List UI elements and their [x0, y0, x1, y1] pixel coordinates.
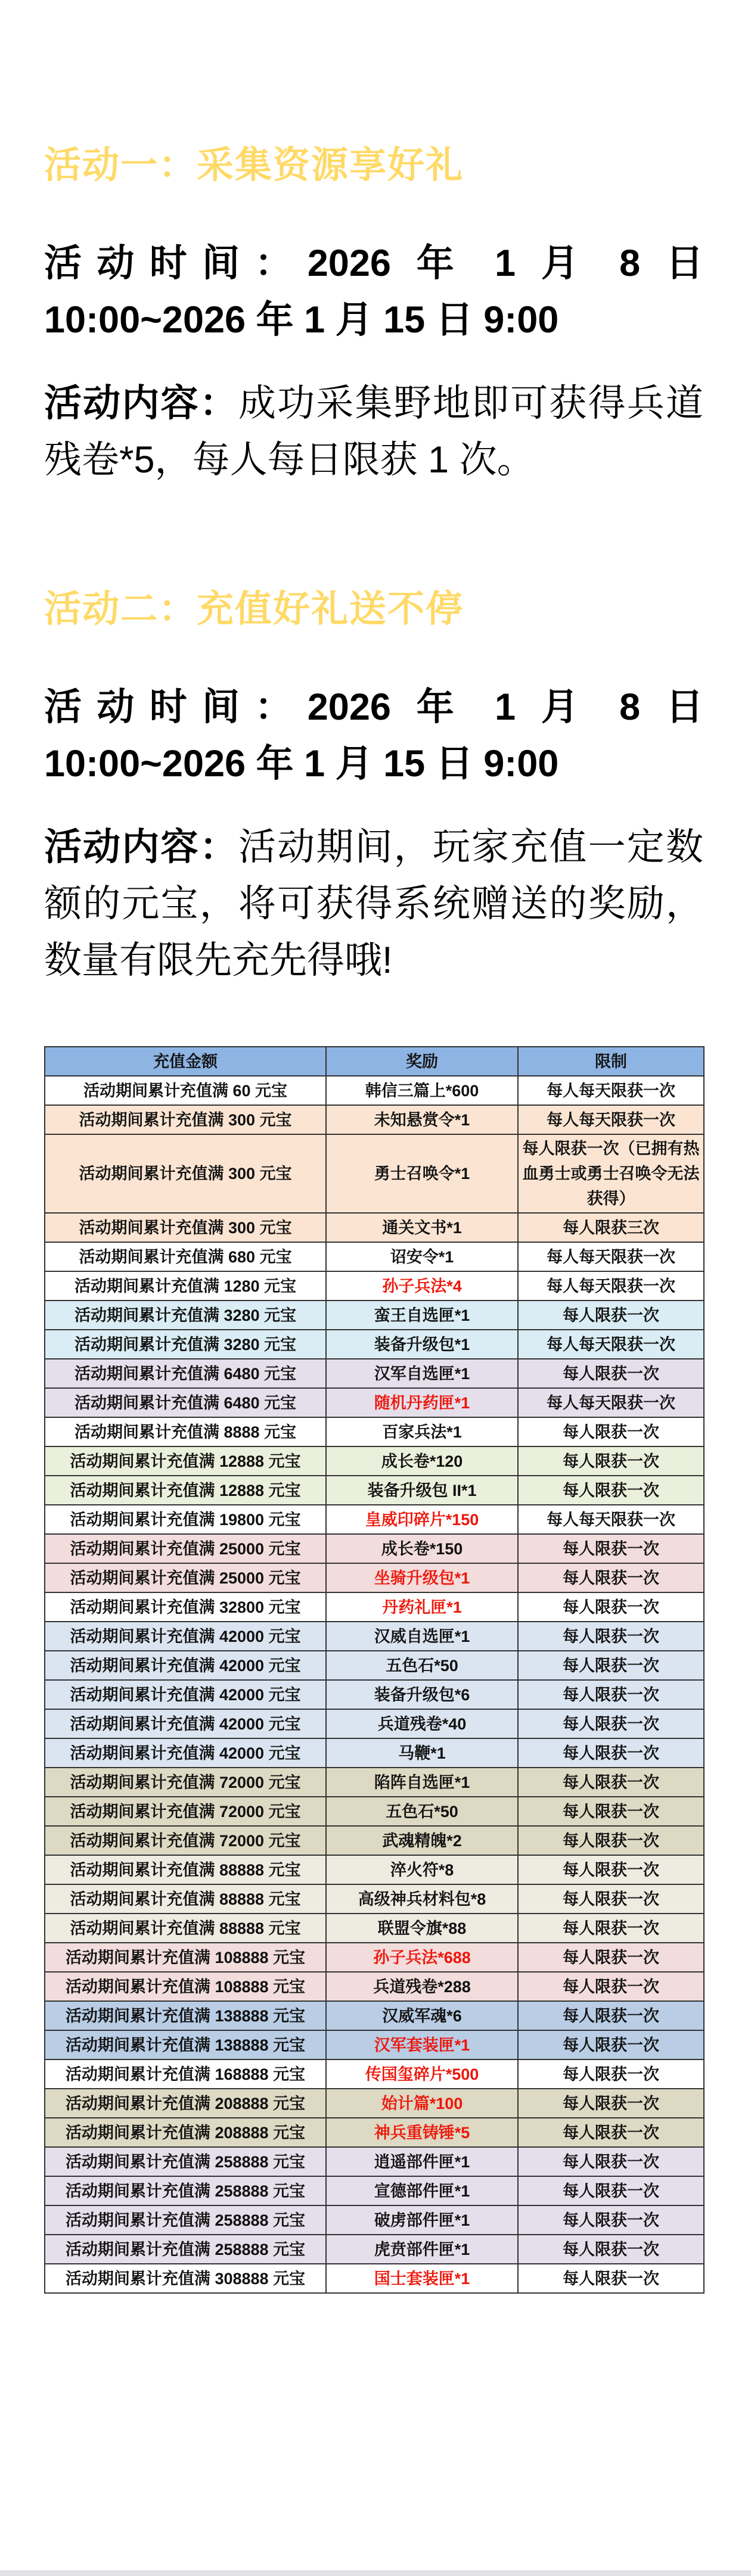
cell-amount: 活动期间累计充值满 8888 元宝 — [45, 1417, 326, 1446]
table-row — [45, 1680, 704, 1709]
table-row — [45, 1359, 704, 1388]
table-row — [45, 1417, 704, 1446]
cell-reward: 随机丹药匣*1 — [326, 1388, 518, 1417]
cell-amount: 活动期间累计充值满 258888 元宝 — [45, 2147, 326, 2176]
cell-reward: 坐骑升级包*1 — [326, 1563, 518, 1592]
table-row — [45, 1330, 704, 1359]
table-row — [45, 2118, 704, 2147]
cell-amount: 活动期间累计充值满 42000 元宝 — [45, 1622, 326, 1651]
cell-reward: 五色石*50 — [326, 1797, 518, 1826]
cell-reward: 国士套装匣*1 — [326, 2264, 518, 2293]
cell-amount: 活动期间累计充值满 108888 元宝 — [45, 1972, 326, 2001]
cell-amount: 活动期间累计充值满 72000 元宝 — [45, 1826, 326, 1855]
cell-reward: 孙子兵法*4 — [326, 1271, 518, 1301]
activity2-time-line1: 活动时间：2026 年 1 月 8 日 — [44, 686, 703, 728]
cell-reward: 始计篇*100 — [326, 2089, 518, 2118]
cell-amount: 活动期间累计充值满 72000 元宝 — [45, 1797, 326, 1826]
cell-amount: 活动期间累计充值满 300 元宝 — [45, 1105, 326, 1134]
table-row — [45, 1505, 704, 1534]
cell-amount: 活动期间累计充值满 42000 元宝 — [45, 1680, 326, 1709]
cell-reward: 诏安令*1 — [326, 1242, 518, 1271]
table-row — [45, 1563, 704, 1592]
cell-amount: 活动期间累计充值满 72000 元宝 — [45, 1768, 326, 1797]
cell-limit: 每人每天限获一次 — [518, 1330, 704, 1359]
cell-limit: 每人限获一次 — [518, 1943, 704, 1972]
cell-reward: 五色石*50 — [326, 1651, 518, 1680]
cell-amount: 活动期间累计充值满 60 元宝 — [45, 1076, 326, 1105]
table-row — [45, 2147, 704, 2176]
cell-amount: 活动期间累计充值满 208888 元宝 — [45, 2118, 326, 2147]
activity2-content-label: 活动内容： — [44, 826, 238, 868]
cell-reward: 宣德部件匣*1 — [326, 2176, 518, 2205]
cell-limit: 每人限获三次 — [518, 1213, 704, 1242]
cell-amount: 活动期间累计充值满 1280 元宝 — [45, 1271, 326, 1301]
cell-amount: 活动期间累计充值满 25000 元宝 — [45, 1563, 326, 1592]
cell-limit: 每人限获一次 — [518, 1709, 704, 1738]
cell-limit: 每人限获一次 — [518, 1592, 704, 1622]
cell-limit: 每人每天限获一次 — [518, 1271, 704, 1301]
table-row — [45, 1134, 704, 1213]
cell-amount: 活动期间累计充值满 680 元宝 — [45, 1242, 326, 1271]
cell-limit: 每人每天限获一次 — [518, 1505, 704, 1534]
cell-limit: 每人每天限获一次 — [518, 1388, 704, 1417]
cell-reward: 汉威自选匣*1 — [326, 1622, 518, 1651]
table-row — [45, 2089, 704, 2118]
cell-limit: 每人限获一次 — [518, 1680, 704, 1709]
activity1-time-line2: 10:00~2026 年 1 月 15 日 9:00 — [44, 299, 559, 341]
activity1-content-label: 活动内容： — [44, 382, 238, 424]
cell-amount: 活动期间累计充值满 258888 元宝 — [45, 2176, 326, 2205]
table-row — [45, 1213, 704, 1242]
activity1-time-line1: 活动时间：2026 年 1 月 8 日 — [44, 242, 703, 284]
cell-amount: 活动期间累计充值满 3280 元宝 — [45, 1301, 326, 1330]
cell-reward: 神兵重铸锤*5 — [326, 2118, 518, 2147]
cell-limit: 每人限获一次 — [518, 2235, 704, 2264]
cell-limit: 每人限获一次 — [518, 2030, 704, 2059]
cell-reward: 皇威印碎片*150 — [326, 1505, 518, 1534]
table-row — [45, 1592, 704, 1622]
recharge-table-body — [45, 1076, 704, 2293]
cell-limit: 每人限获一次 — [518, 1738, 704, 1768]
cell-limit: 每人限获一次 — [518, 1534, 704, 1563]
activity1-content — [44, 375, 703, 489]
table-row — [45, 1534, 704, 1563]
recharge-rewards-table — [44, 1046, 705, 2294]
cell-reward: 未知悬赏令*1 — [326, 1105, 518, 1134]
table-row — [45, 1105, 704, 1134]
table-row — [45, 1972, 704, 2001]
cell-limit: 每人限获一次 — [518, 1622, 704, 1651]
cell-amount: 活动期间累计充值满 12888 元宝 — [45, 1446, 326, 1476]
cell-reward: 韩信三篇上*600 — [326, 1076, 518, 1105]
cell-reward: 联盟令旗*88 — [326, 1914, 518, 1943]
cell-limit: 每人限获一次（已拥有热血勇士或勇士召唤令无法获得） — [518, 1134, 704, 1213]
cell-amount: 活动期间累计充值满 208888 元宝 — [45, 2089, 326, 2118]
table-row — [45, 1709, 704, 1738]
cell-reward: 汉威军魂*6 — [326, 2001, 518, 2030]
cell-amount: 活动期间累计充值满 88888 元宝 — [45, 1855, 326, 1884]
cell-reward: 汉军套装匣*1 — [326, 2030, 518, 2059]
cell-limit: 每人限获一次 — [518, 1446, 704, 1476]
cell-limit: 每人限获一次 — [518, 1855, 704, 1884]
table-row — [45, 2235, 704, 2264]
cell-reward: 虎贲部件匣*1 — [326, 2235, 518, 2264]
cell-reward: 陷阵自选匣*1 — [326, 1768, 518, 1797]
cell-limit: 每人限获一次 — [518, 1359, 704, 1388]
table-row — [45, 2001, 704, 2030]
cell-reward: 装备升级包*1 — [326, 1330, 518, 1359]
activity2-content — [44, 819, 703, 989]
table-row — [45, 1884, 704, 1914]
table-row — [45, 1446, 704, 1476]
cell-reward: 武魂精魄*2 — [326, 1826, 518, 1855]
cell-limit: 每人限获一次 — [518, 1301, 704, 1330]
table-row — [45, 1651, 704, 1680]
cell-limit: 每人限获一次 — [518, 1563, 704, 1592]
cell-limit: 每人限获一次 — [518, 1417, 704, 1446]
cell-amount: 活动期间累计充值满 88888 元宝 — [45, 1884, 326, 1914]
document-body — [0, 137, 751, 989]
cell-amount: 活动期间累计充值满 19800 元宝 — [45, 1505, 326, 1534]
table-row — [45, 1242, 704, 1271]
col-header-reward: 奖励 — [326, 1047, 518, 1076]
cell-reward: 孙子兵法*688 — [326, 1943, 518, 1972]
table-row — [45, 2059, 704, 2089]
cell-limit: 每人限获一次 — [518, 1914, 704, 1943]
cell-amount: 活动期间累计充值满 6480 元宝 — [45, 1359, 326, 1388]
activity2-time — [44, 679, 703, 792]
cell-limit: 每人限获一次 — [518, 2147, 704, 2176]
table-row — [45, 1301, 704, 1330]
cell-amount: 活动期间累计充值满 42000 元宝 — [45, 1738, 326, 1768]
cell-reward: 勇士召唤令*1 — [326, 1134, 518, 1213]
cell-amount: 活动期间累计充值满 3280 元宝 — [45, 1330, 326, 1359]
cell-limit: 每人每天限获一次 — [518, 1076, 704, 1105]
cell-reward: 蛮王自选匣*1 — [326, 1301, 518, 1330]
cell-limit: 每人每天限获一次 — [518, 1242, 704, 1271]
table-row — [45, 1388, 704, 1417]
cell-limit: 每人限获一次 — [518, 1651, 704, 1680]
activity2-title: 活动二：充值好礼送不停 — [44, 589, 464, 630]
cell-amount: 活动期间累计充值满 138888 元宝 — [45, 2030, 326, 2059]
cell-reward: 传国玺碎片*500 — [326, 2059, 518, 2089]
table-row — [45, 1476, 704, 1505]
cell-reward: 百家兵法*1 — [326, 1417, 518, 1446]
activity2-content-text: 活动期间，玩家充值一定数额的元宝，将可获得系统赠送的奖励，数量有限先充先得哦! — [44, 826, 703, 981]
cell-amount: 活动期间累计充值满 108888 元宝 — [45, 1943, 326, 1972]
cell-amount: 活动期间累计充值满 308888 元宝 — [45, 2264, 326, 2293]
cell-amount: 活动期间累计充值满 88888 元宝 — [45, 1914, 326, 1943]
table-row — [45, 1271, 704, 1301]
activity1-time — [44, 235, 703, 349]
bottom-bar — [0, 2571, 751, 2576]
table-row — [45, 1943, 704, 1972]
cell-limit: 每人限获一次 — [518, 2001, 704, 2030]
table-row — [45, 2176, 704, 2205]
cell-limit: 每人限获一次 — [518, 1884, 704, 1914]
cell-amount: 活动期间累计充值满 168888 元宝 — [45, 2059, 326, 2089]
cell-reward: 通关文书*1 — [326, 1213, 518, 1242]
cell-limit: 每人限获一次 — [518, 2205, 704, 2235]
table-row — [45, 2264, 704, 2293]
cell-amount: 活动期间累计充值满 32800 元宝 — [45, 1592, 326, 1622]
cell-limit: 每人限获一次 — [518, 2118, 704, 2147]
cell-reward: 马鞭*1 — [326, 1738, 518, 1768]
cell-reward: 兵道残卷*40 — [326, 1709, 518, 1738]
cell-reward: 成长卷*150 — [326, 1534, 518, 1563]
activity2-time-line2: 10:00~2026 年 1 月 15 日 9:00 — [44, 743, 559, 785]
cell-amount: 活动期间累计充值满 258888 元宝 — [45, 2205, 326, 2235]
cell-limit: 每人限获一次 — [518, 1972, 704, 2001]
cell-limit: 每人限获一次 — [518, 1768, 704, 1797]
cell-limit: 每人限获一次 — [518, 2264, 704, 2293]
cell-limit: 每人限获一次 — [518, 2176, 704, 2205]
cell-reward: 高级神兵材料包*8 — [326, 1884, 518, 1914]
cell-reward: 逍遥部件匣*1 — [326, 2147, 518, 2176]
cell-reward: 装备升级包*6 — [326, 1680, 518, 1709]
table-header-row — [45, 1047, 704, 1076]
table-row — [45, 1826, 704, 1855]
cell-reward: 成长卷*120 — [326, 1446, 518, 1476]
cell-amount: 活动期间累计充值满 12888 元宝 — [45, 1476, 326, 1505]
cell-reward: 丹药礼匣*1 — [326, 1592, 518, 1622]
cell-amount: 活动期间累计充值满 25000 元宝 — [45, 1534, 326, 1563]
col-header-limit: 限制 — [518, 1047, 704, 1076]
table-row — [45, 1768, 704, 1797]
cell-limit: 每人限获一次 — [518, 1826, 704, 1855]
table-row — [45, 1076, 704, 1105]
cell-amount: 活动期间累计充值满 138888 元宝 — [45, 2001, 326, 2030]
cell-limit: 每人限获一次 — [518, 1476, 704, 1505]
activity1-content-text: 成功采集野地即可获得兵道残卷*5，每人每日限获 1 次。 — [44, 382, 703, 481]
table-row — [45, 2030, 704, 2059]
table-row — [45, 1855, 704, 1884]
table-row — [45, 1914, 704, 1943]
cell-limit: 每人限获一次 — [518, 1797, 704, 1826]
cell-amount: 活动期间累计充值满 42000 元宝 — [45, 1651, 326, 1680]
col-header-amount: 充值金额 — [45, 1047, 326, 1076]
cell-reward: 兵道残卷*288 — [326, 1972, 518, 2001]
table-row — [45, 1797, 704, 1826]
cell-reward: 破虏部件匣*1 — [326, 2205, 518, 2235]
table-row — [45, 1622, 704, 1651]
table-row — [45, 1738, 704, 1768]
cell-amount: 活动期间累计充值满 300 元宝 — [45, 1134, 326, 1213]
cell-reward: 淬火符*8 — [326, 1855, 518, 1884]
cell-limit: 每人每天限获一次 — [518, 1105, 704, 1134]
table-row — [45, 2205, 704, 2235]
cell-amount: 活动期间累计充值满 6480 元宝 — [45, 1388, 326, 1417]
cell-amount: 活动期间累计充值满 258888 元宝 — [45, 2235, 326, 2264]
cell-limit: 每人限获一次 — [518, 2059, 704, 2089]
cell-amount: 活动期间累计充值满 42000 元宝 — [45, 1709, 326, 1738]
cell-amount: 活动期间累计充值满 300 元宝 — [45, 1213, 326, 1242]
cell-limit: 每人限获一次 — [518, 2089, 704, 2118]
cell-reward: 装备升级包 II*1 — [326, 1476, 518, 1505]
cell-reward: 汉军自选匣*1 — [326, 1359, 518, 1388]
activity1-title: 活动一：采集资源享好礼 — [44, 145, 464, 186]
